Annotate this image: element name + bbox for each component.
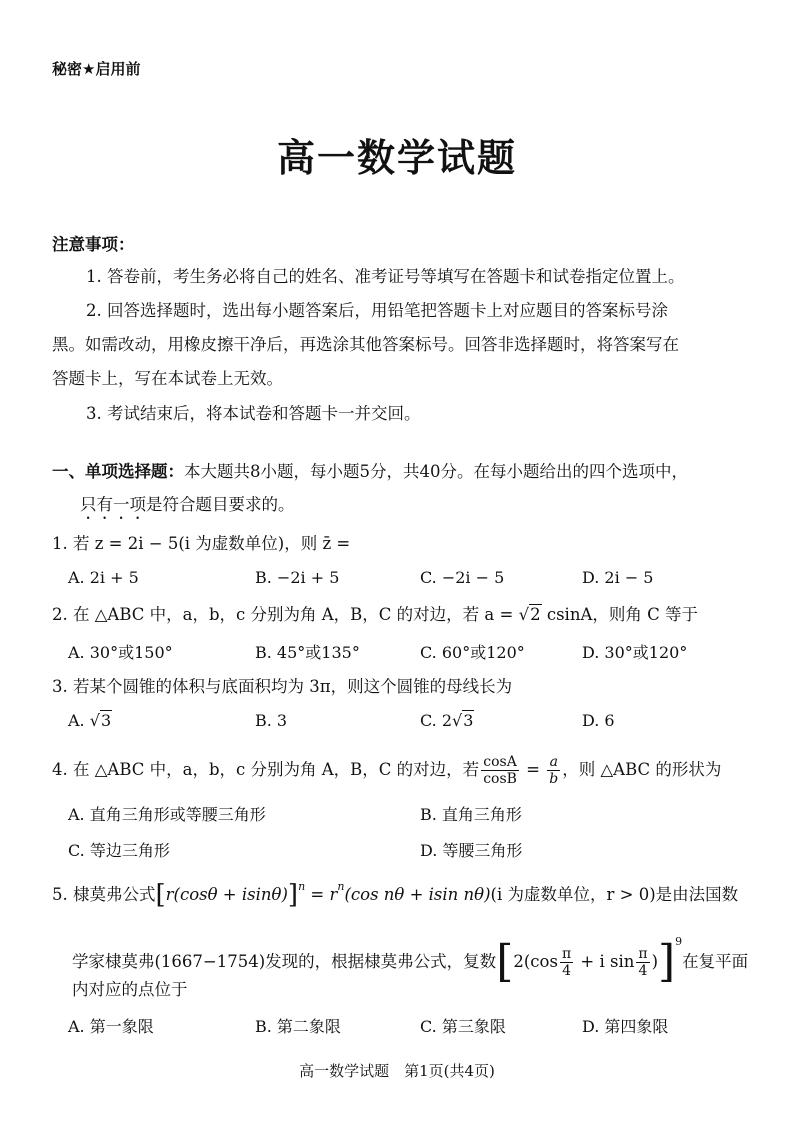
q5-big-bracket-left: [ — [496, 936, 514, 987]
question-5-line-2 — [72, 931, 749, 987]
section-heading — [52, 461, 688, 483]
q5-line2-a: 学家棣莫弗(1667−1754)发现的，根据棣莫弗公式，复数 — [72, 952, 497, 971]
q4-frac1-den: cosB — [483, 771, 517, 787]
question-2-stem — [52, 604, 698, 626]
q5-exp-n: n — [298, 880, 306, 893]
emphasis-text: 只有一项 — [80, 495, 146, 514]
q2-option-d: D. 30°或120° — [582, 643, 688, 662]
q5-formula-left: r(cosθ + isinθ) — [165, 885, 288, 904]
q5-stem-a: 5. 棣莫弗公式 — [52, 885, 156, 904]
section-desc-line-1: 本大题共8小题，每小题5分，共40分。在每小题给出的四个选项中， — [184, 462, 688, 481]
q5-c-pre: 2(cos — [513, 952, 558, 971]
q1-option-a: A. 2i + 5 — [68, 568, 139, 587]
q5-option-c: C. 第三象限 — [420, 1017, 506, 1036]
q3-option-d: D. 6 — [582, 711, 615, 730]
q5-option-a: A. 第一象限 — [68, 1017, 154, 1036]
page-title: 高一数学试题 — [276, 136, 517, 180]
q5-pi-a: π — [561, 946, 572, 962]
q3-option-a — [68, 711, 112, 730]
q4-stem-b: ，则 △ABC 的形状为 — [562, 760, 722, 779]
q4-frac1-num: cosA — [481, 754, 519, 771]
q5-c-post: ) — [651, 952, 658, 971]
q4-option-c: C. 等边三角形 — [68, 841, 170, 860]
notice-item-1: 1. 答卷前，考生务必将自己的姓名、准考证号等填写在答题卡和试卷指定位置上。 — [86, 267, 685, 286]
q5-exp-n-2: n — [337, 880, 345, 893]
q3-c-sqrt-value: 3 — [463, 711, 474, 730]
q1-option-d: D. 2i − 5 — [582, 568, 654, 587]
q5-frac-pi-4-b — [636, 946, 649, 979]
confidential-label: 秘密★启用前 — [52, 60, 141, 78]
q4-option-b: B. 直角三角形 — [420, 805, 522, 824]
q1-option-b: B. −2i + 5 — [255, 568, 340, 587]
q2-sqrt: √2 — [518, 605, 541, 624]
q3-a-sqrt-value: 3 — [100, 711, 112, 730]
q5-formula-right-2: (cos nθ + isin nθ) — [344, 885, 491, 904]
notice-item-2-line-1: 2. 回答选择题时，选出每小题答案后，用铅笔把答题卡上对应题目的答案标号涂 — [86, 301, 668, 320]
q2-stem-a: 2. 在 △ABC 中，a，b，c 分别为角 A，B，C 的对边，若 a = — [52, 605, 519, 624]
q2-option-b: B. 45°或135° — [255, 643, 360, 662]
q5-frac-pi-4-a — [560, 946, 573, 979]
q5-line2-b: 在复平面 — [682, 952, 749, 971]
q3-option-c — [420, 711, 474, 730]
q5-bracket-left: [ — [155, 880, 166, 910]
q5-c-mid: + i sin — [575, 952, 635, 971]
q2-stem-b: csinA，则角 C 等于 — [541, 605, 698, 624]
question-5-line-1 — [52, 876, 739, 910]
question-3-stem: 3. 若某个圆锥的体积与底面积均为 3π，则这个圆锥的母线长为 — [52, 677, 513, 696]
q3-a-prefix: A. — [68, 711, 90, 730]
notice-item-2-line-3: 答题卡上，写在本试卷上无效。 — [52, 369, 283, 388]
q5-stem-b: (i 为虚数单位，r > 0)是由法国数 — [490, 885, 739, 904]
q5-bracket-right: ] — [287, 880, 299, 910]
section-desc-rest: 是符合题目要求的。 — [146, 495, 295, 514]
q4-option-a: A. 直角三角形或等腰三角形 — [68, 805, 266, 824]
q3-c-sqrt: √3 — [452, 711, 474, 730]
q3-option-b: B. 3 — [255, 711, 288, 730]
q5-four-b: 4 — [638, 963, 648, 979]
q5-four-a: 4 — [562, 963, 571, 979]
section-label: 一、单项选择题： — [52, 462, 184, 481]
q4-eq: = — [520, 760, 546, 779]
question-1-stem: 1. 若 z = 2i − 5(i 为虚数单位)，则 z̄ = — [52, 534, 351, 553]
question-4-stem — [52, 754, 721, 787]
q5-formula-right: = r — [305, 885, 338, 904]
q2-option-c: C. 60°或120° — [420, 643, 525, 662]
notice-item-3: 3. 考试结束后，将本试卷和答题卡一并交回。 — [86, 404, 421, 423]
q2-option-a: A. 30°或150° — [68, 643, 173, 662]
q5-exp-9: 9 — [675, 935, 683, 948]
q5-big-bracket-right: ] — [658, 936, 676, 987]
q3-c-prefix: C. 2 — [420, 711, 453, 730]
q4-frac2-num: a — [547, 754, 560, 771]
notice-item-2-line-2: 黑。如需改动，用橡皮擦干净后，再选涂其他答案标号。回答非选择题时，将答案写在 — [52, 335, 679, 354]
q4-stem-a: 4. 在 △ABC 中，a，b，c 分别为角 A，B，C 的对边，若 — [52, 760, 480, 779]
q2-sqrt-value: 2 — [530, 605, 541, 624]
notice-heading: 注意事项： — [52, 235, 135, 254]
q4-option-d: D. 等腰三角形 — [420, 841, 523, 860]
q4-frac2-den: b — [549, 771, 559, 787]
q5-option-d: D. 第四象限 — [582, 1017, 669, 1036]
page-footer: 高一数学试题 第1页(共4页) — [299, 1062, 495, 1080]
question-5-line-3: 内对应的点位于 — [72, 980, 188, 999]
q5-pi-b: π — [638, 946, 648, 962]
q4-fraction-ab — [547, 754, 560, 787]
q4-fraction-cos — [481, 754, 519, 787]
section-desc-line-2 — [80, 494, 295, 523]
q5-option-b: B. 第二象限 — [255, 1017, 341, 1036]
q3-a-sqrt: √3 — [89, 711, 112, 730]
q1-option-c: C. −2i − 5 — [420, 568, 505, 587]
